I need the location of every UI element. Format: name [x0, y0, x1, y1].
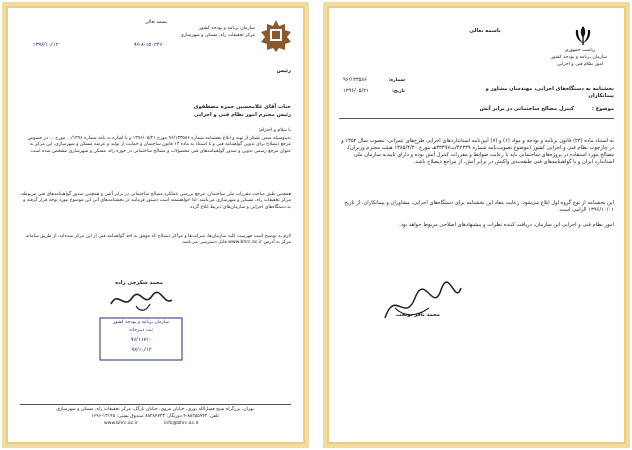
number-label: شماره:	[388, 78, 405, 83]
left-unit: رئیس	[276, 68, 291, 74]
date-label: تاریخ:	[392, 89, 405, 94]
right-signer-name: محمد باقر نوبخت	[396, 312, 440, 318]
subject-label: موضوع :	[591, 106, 614, 112]
right-letter-page	[323, 2, 630, 448]
left-org-line1: سازمان برنامه و بودجه کشور	[198, 26, 255, 31]
date-value: ۱۳۹۶/۰۵/۲۱	[343, 88, 369, 94]
stamp-line2: ثبت دبیرخانه	[129, 328, 153, 333]
left-footer-divider	[20, 404, 291, 405]
left-paragraph-2: همچنین طبق مباحث مقررات ملی ساختمان، مرجع بررسی عملکرد مصالح ساختمانی در برابر آتش و همچنین صدور گواهینامه‌های فنی مربوطه، مرکز تحقیقات راه، مسکن و شهرسازی می‌باشد. لذا خواهشمند است دستور فرمایید در بخشنامه‌های آتی این موضوع مورد توجه قرار گرفته و به دستگاه‌های اجرایی و سازمان‌های ذیربط ابلاغ گردد.	[19, 192, 291, 210]
left-header-caption: بسمه تعالی	[144, 20, 168, 25]
left-letter-number: ۹۶-۸-۱۵۰۲۴۶	[133, 42, 162, 48]
left-recipient-line1: جناب آقای غلامحسین حمزه مصطفوی	[193, 104, 291, 110]
stamp-date: ۹۶/۱۰/۱۲	[130, 347, 152, 353]
left-footer-email[interactable]: info@bhrc.ac.ir	[164, 421, 199, 426]
registration-stamp	[98, 316, 184, 362]
left-letter-page	[2, 2, 309, 448]
iran-emblem-icon	[572, 24, 594, 46]
left-signer-name: محمد شکرچی زاده	[115, 280, 163, 286]
right-org-line3: امور نظام فنی و اجرایی	[556, 62, 604, 67]
left-recipient-line2: رئیس محترم امور نظام فنی و اجرایی	[193, 112, 291, 118]
right-org-line1: ریاست جمهوری	[564, 48, 596, 53]
right-org-line2: سازمان برنامه و بودجه کشور	[550, 55, 608, 60]
left-footer-website[interactable]: www.bhrc.ac.ir	[104, 421, 138, 426]
subject-text: کنترل مصالح ساختمانی در برابر آتش	[479, 106, 574, 112]
left-footer-address: تهران، بزرگراه شیخ فضل‌الله نوری، خیابان مروی، خیابان نارگل، مرکز تحقیقات راه، مسکن و شهرسازی	[56, 407, 254, 412]
stamp-line1: سازمان برنامه و بودجه کشور	[112, 320, 170, 325]
left-org-line2: مرکز تحقیقات راه، مسکن و شهرسازی	[180, 33, 255, 38]
addressee-line: بخشنامه به دستگاه‌های اجرایی، مهندسان مشاور و پیمانکاران	[485, 86, 614, 99]
subject-divider	[339, 118, 614, 119]
left-paragraph-1: بدینوسیله ضمن تشکر از تهیه و ابلاغ بخشنامه شماره ۹۶/۱۳۳۵۸۶ مورخ ۱۳۹۶/۰۵/۲۱ و با اشاره به نامه شماره ۱۳۹۶/... مورخ ... در خصوص مرجع ذیصلاح برای تدوین گواهینامه فنی و با استناد به ماده ۱۳ قانون ساختمان و حمایت از تولید و عرضه مسکن و شهرسازی، این مرکز به عنوان مرجع رسمی تدوین و صدور گواهینامه‌های فنی محصولات و مصالح ساختمانی در حوزه راه، مسکن و شهرسازی مشخص شده است.	[27, 136, 291, 154]
right-paragraph-2: این بخشنامه از نوع گروه اول ابلاغ می‌شود. رعایت مفاد این بخشنامه برای دستگاه‌های اجرایی، مشاوران و پیمانکاران، از تاریخ ۱۳۹۶/۱۰/۰۱ الزامی است.	[344, 200, 614, 213]
number-value: ۹۶/۱۳۳۵۸۶	[343, 77, 368, 83]
left-letter-date: ۱۳۹۶/۱۰/۱۲	[32, 42, 58, 48]
left-greeting: با سلام و احترام؛	[258, 128, 291, 133]
left-signature	[106, 286, 186, 316]
left-paragraph-3: لازم به توضیح است فهرست کلیه سازمان‌ها، شرکت‌ها و مراکز ذیصلاح که موفق به اخذ گواهینامه فنی از این مرکز شده‌اند، از طریق سامانه مرکز به آدرس www.bhrc.ac.ir قابل دسترسی می‌باشد.	[25, 234, 291, 246]
right-header-caption: باسمه تعالی	[469, 28, 501, 34]
bhrc-logo	[259, 18, 293, 52]
right-signature	[375, 278, 465, 328]
right-paragraph-1: به استناد ماده (۲۳) قانون برنامه و بودجه و مواد (۶) و (۷) آیین‌نامه استانداردهای اجرایی طرح‌های عمرانی- مصوب سال ۱۳۵۲ و در چارچوب نظام فنی و اجرایی کشور (موضوع تصویب‌نامه شماره ۴۲۳۳۹/ت۳۳۴۹۷هـ مورخ ۱۳۸۵/۴/۲۰ هیئت محترم وزیران)، مصالح مورد استفاده در پروژه‌های ساختمانی باید با رعایت ضوابط و مقررات کنترل آتش بوده و دارای تاییدیه سازمان ملی استاندارد ایران و یا گواهینامه‌های فنی طبقه‌بندی واکنش در برابر آتش، از مراجع ذیصلاح باشد.	[341, 138, 614, 165]
left-footer-phone: تلفن: ۸۸۲۵۵۹۴۲-۴ دورنگار: ۸۸۳۸۴۷۲۳ صندوق پستی: ۱۳۱۴۵-۱۶۹۶	[91, 414, 219, 419]
stamp-number: ۹۶/۱۱۷۱۰	[130, 337, 152, 343]
right-paragraph-3: امور نظام فنی و اجرایی این سازمان، دریافت کننده نظرات و پیشنهادهای اصلاحی مربوط خواهد بود.	[399, 222, 614, 228]
